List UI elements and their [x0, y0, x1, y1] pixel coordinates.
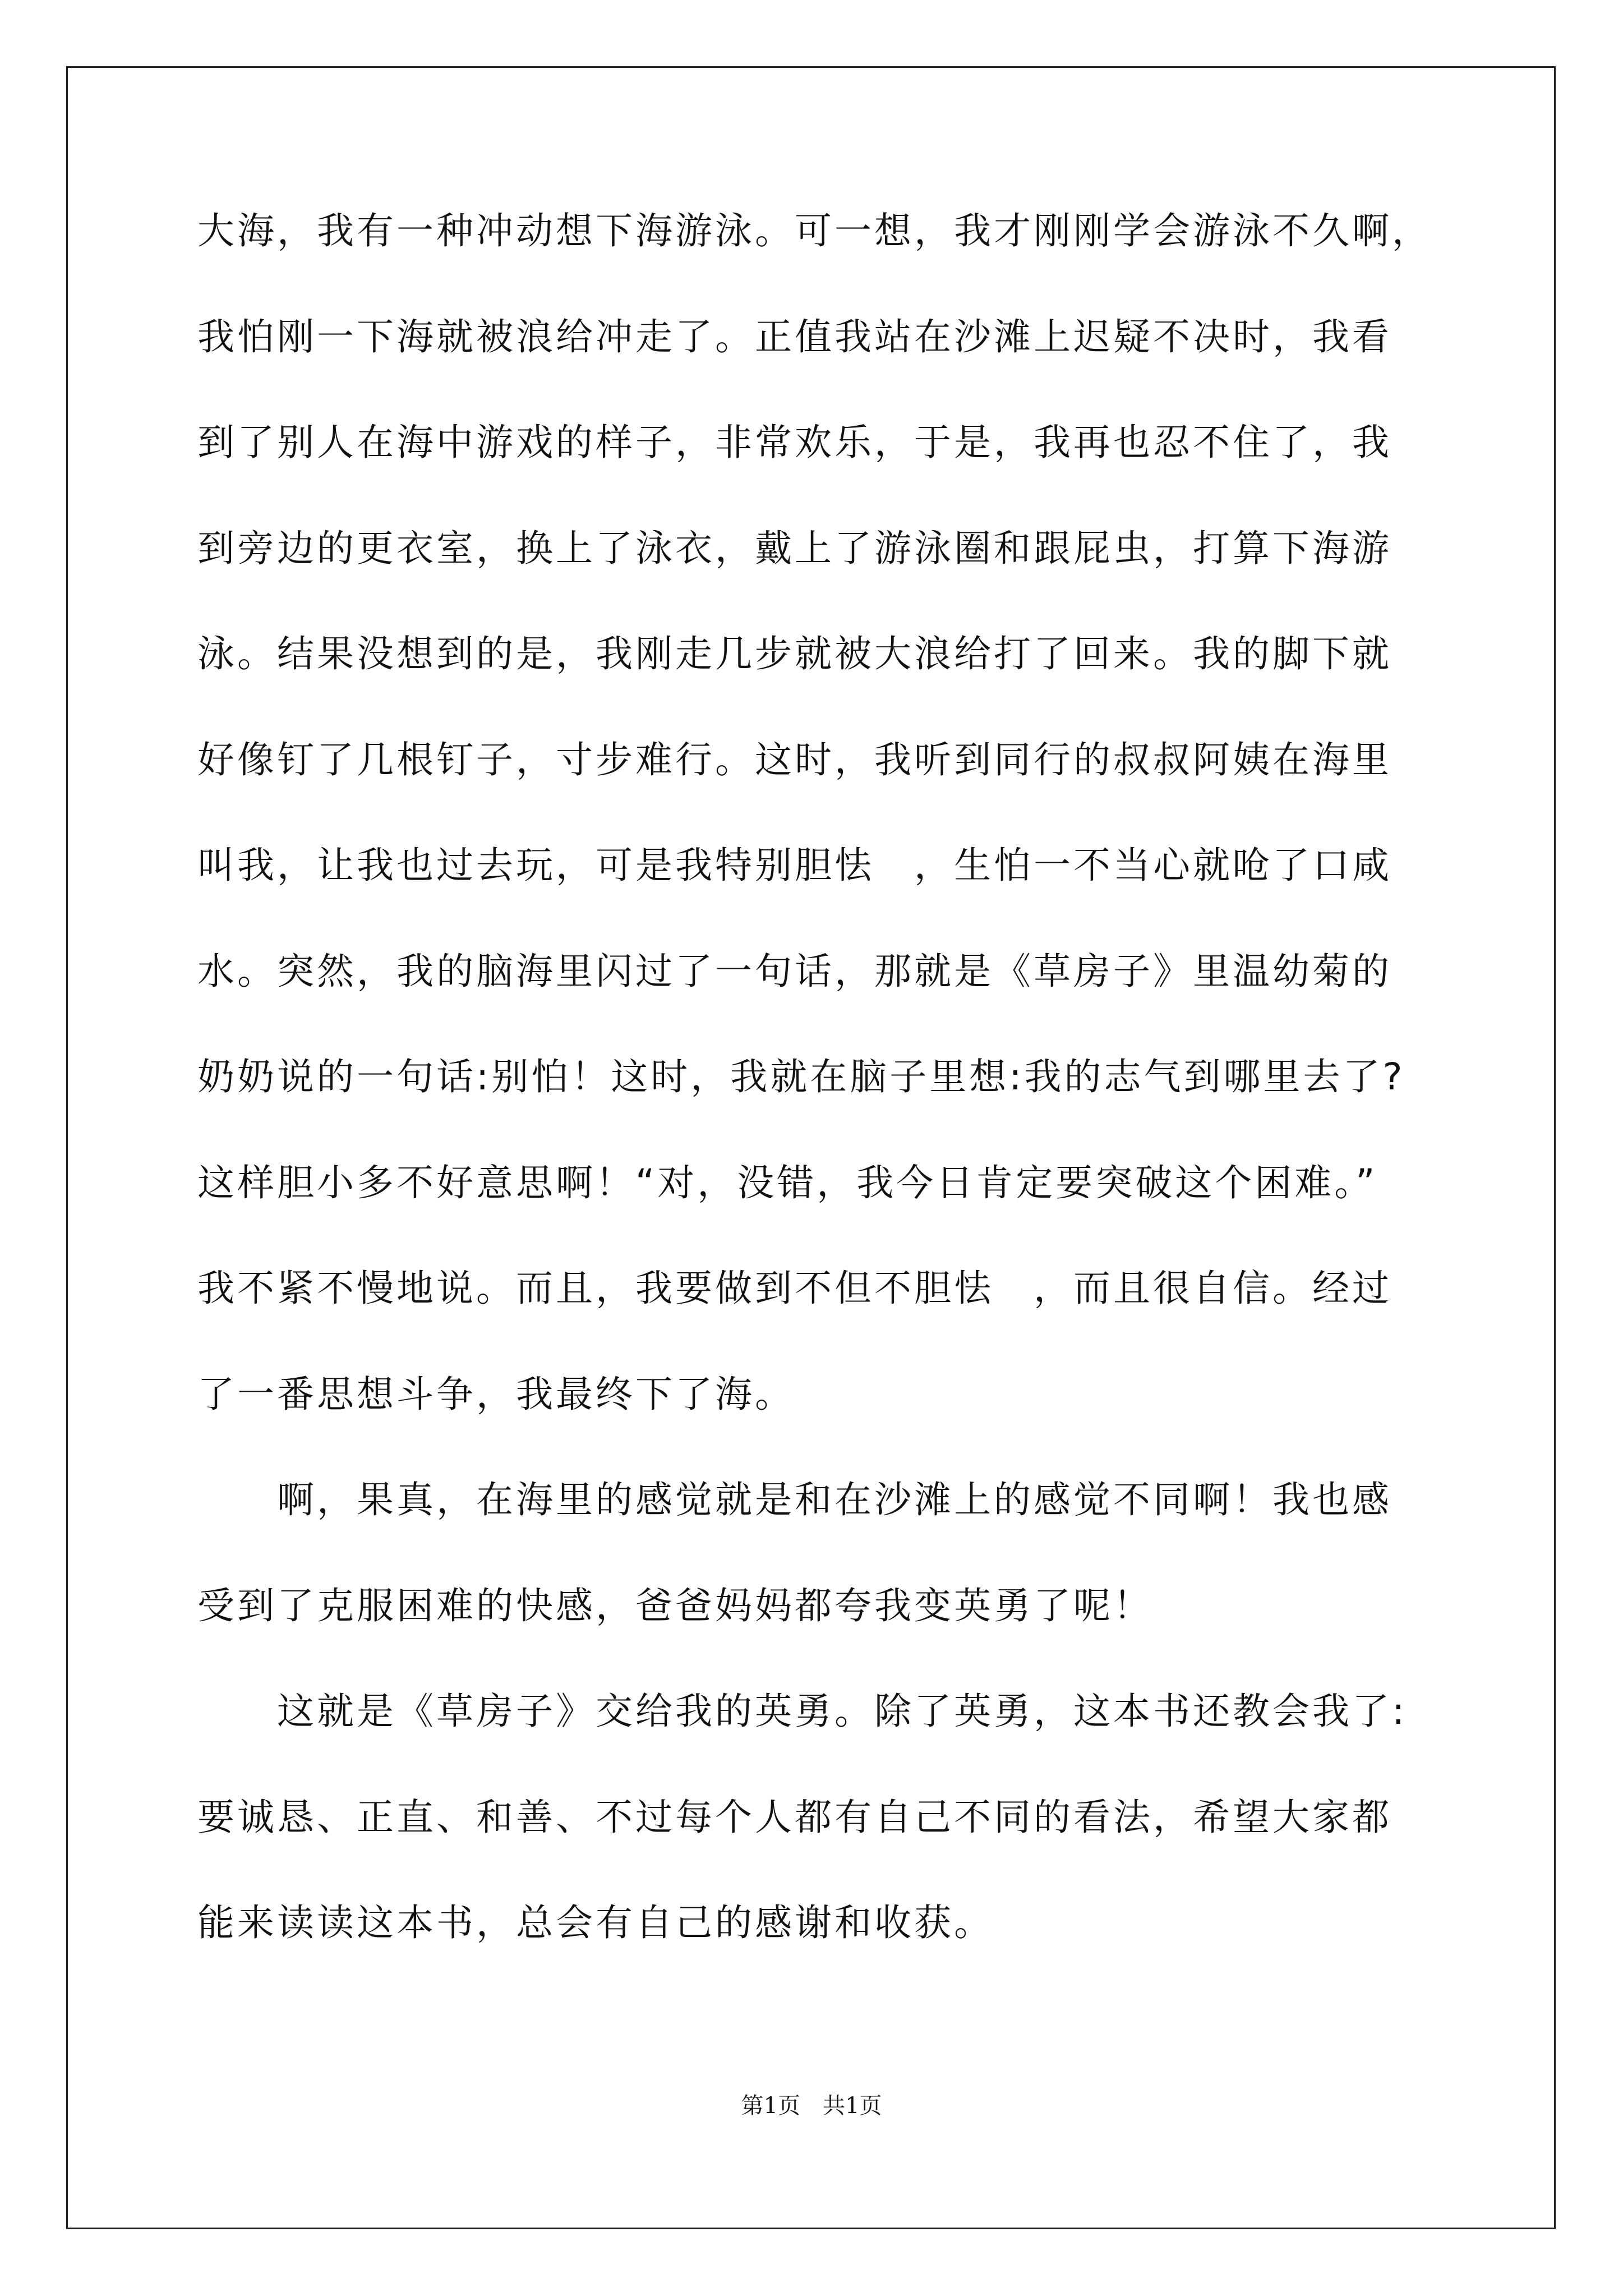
text-line: 要诚恳、正直、和善、不过每个人都有自己不同的看法，希望大家都: [197, 1795, 1392, 1839]
text-line: 大海，我有一种冲动想下海游泳。可一想，我才刚刚学会游泳不久啊，: [197, 209, 1432, 252]
text-line: 受到了克服困难的快感，爸爸妈妈都夸我变英勇了呢！: [197, 1584, 1153, 1627]
text-line: 叫我，让我也过去玩，可是我特别胆怯 ，生怕一不当心就呛了口咸: [197, 844, 1392, 887]
text-line: 我不紧不慢地说。而且，我要做到不但不胆怯 ，而且很自信。经过: [197, 1267, 1392, 1310]
text-line: 这就是《草房子》交给我的英勇。除了英勇，这本书还教会我了:: [277, 1690, 1408, 1733]
text-line: 到了别人在海中游戏的样子，非常欢乐，于是，我再也忍不住了，我: [197, 421, 1392, 464]
text-line: 水。突然，我的脑海里闪过了一句话，那就是《草房子》里温幼菊的: [197, 949, 1392, 993]
text-line: 我怕刚一下海就被浪给冲走了。正值我站在沙滩上迟疑不决时，我看: [197, 315, 1392, 358]
text-line: 了一番思想斗争，我最终下了海。: [197, 1372, 795, 1416]
text-line: 奶奶说的一句话:别怕！这时，我就在脑子里想:我的志气到哪里去了?: [197, 1055, 1405, 1098]
text-line: 能来读读这本书，总会有自己的感谢和收获。: [197, 1901, 994, 1944]
page-number-footer: 第1页 共1页: [741, 2093, 882, 2119]
document-body: [197, 178, 1440, 1976]
text-line: 到旁边的更衣室，换上了泳衣，戴上了游泳圈和跟屁虫，打算下海游: [197, 526, 1392, 570]
text-line: 好像钉了几根钉子，寸步难行。这时，我听到同行的叔叔阿姨在海里: [197, 738, 1392, 781]
text-line: 泳。结果没想到的是，我刚走几步就被大浪给打了回来。我的脚下就: [197, 632, 1392, 675]
text-line: 啊，果真，在海里的感觉就是和在沙滩上的感觉不同啊！我也感: [277, 1478, 1392, 1521]
text-line: 这样胆小多不好意思啊！“对，没错，我今日肯定要突破这个困难。”: [197, 1161, 1378, 1204]
